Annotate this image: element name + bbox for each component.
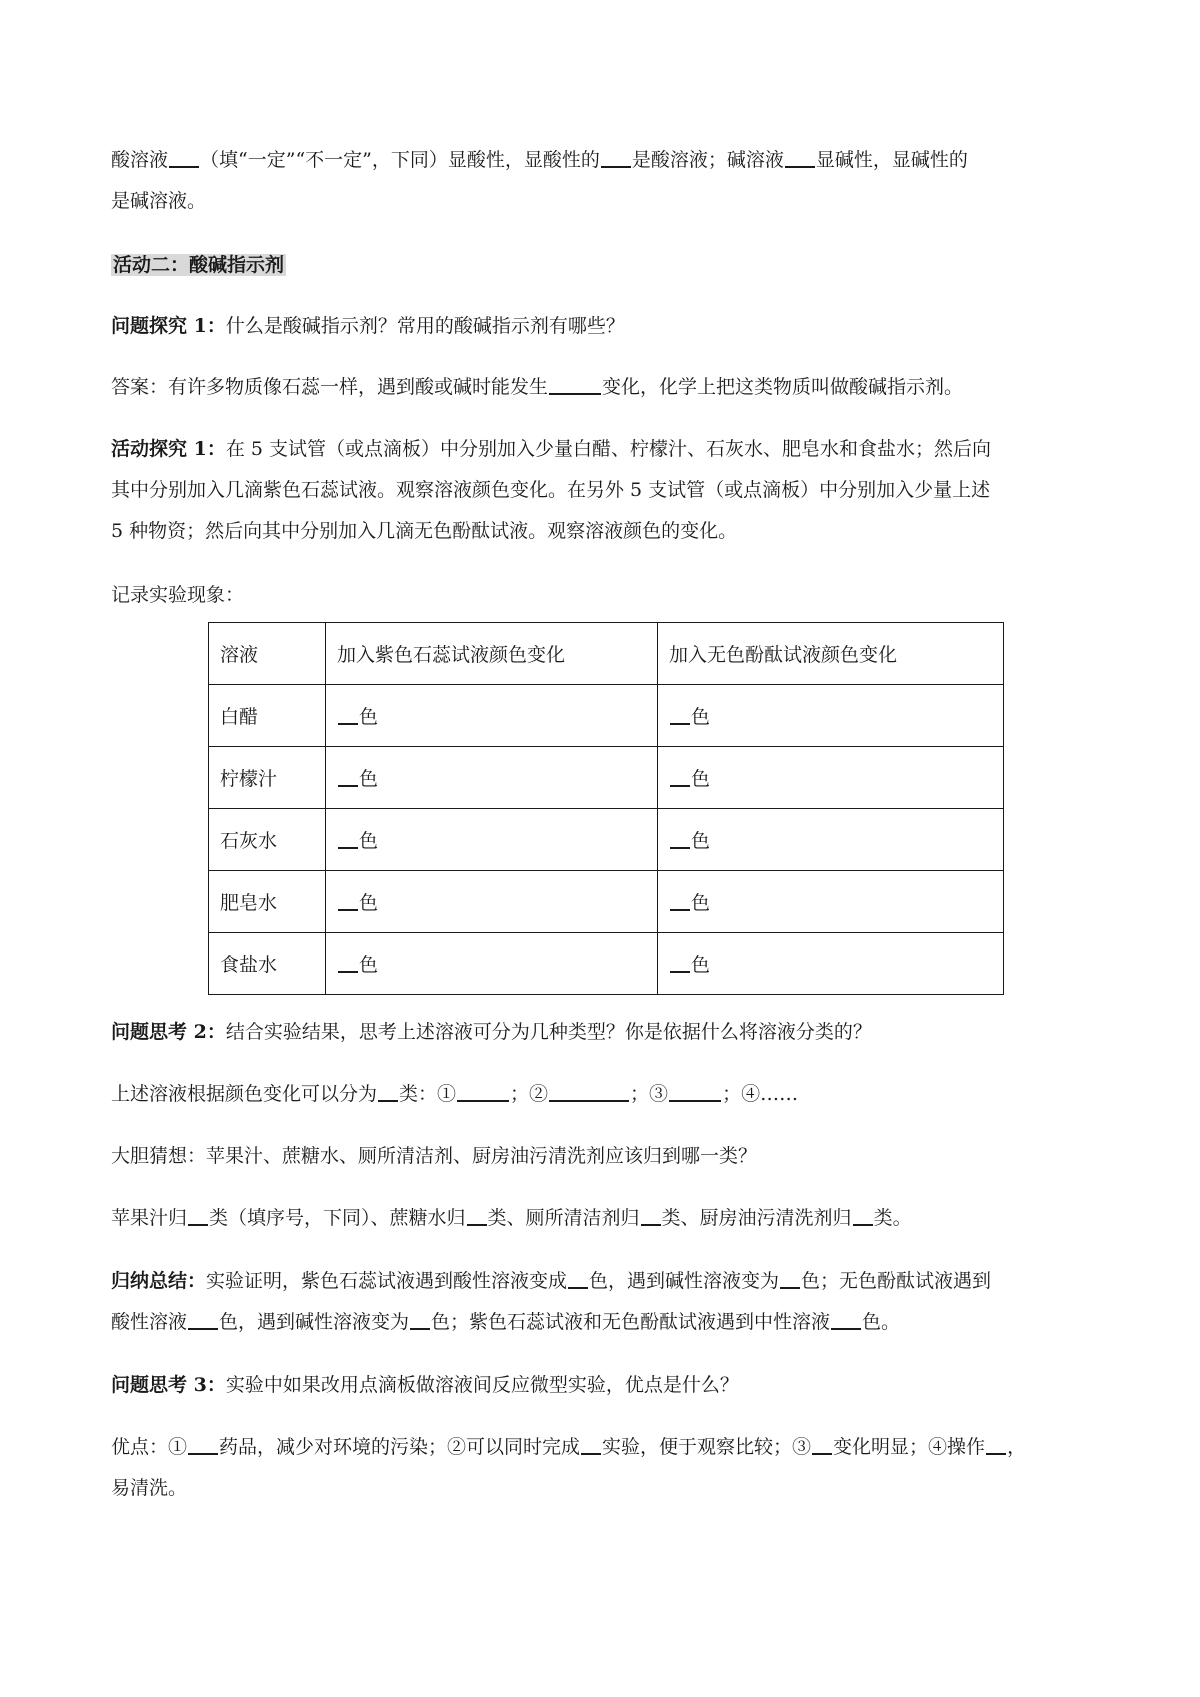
record-table xyxy=(208,622,1004,995)
text: 类、厨房油污清洗剂归 xyxy=(661,1207,852,1229)
blank xyxy=(338,891,358,911)
blank xyxy=(670,829,690,849)
blank xyxy=(670,767,690,787)
question-label: 活动探究 1： xyxy=(111,438,226,460)
blank xyxy=(670,953,690,973)
text: 类（填序号，下同）、蔗糖水归 xyxy=(209,1207,466,1229)
solution-name: 食盐水 xyxy=(209,933,326,995)
record-label xyxy=(111,581,244,609)
blank xyxy=(188,1206,208,1226)
text: 易清洗。 xyxy=(111,1477,188,1499)
intro-line-1 xyxy=(111,146,968,174)
blank xyxy=(853,1206,873,1226)
litmus-cell xyxy=(326,685,658,747)
question-2 xyxy=(111,1018,872,1046)
answer-line xyxy=(111,373,963,401)
summary-line-2 xyxy=(111,1308,900,1336)
text: 大胆猜想：苹果汁、蔗糖水、厕所清洁剂、厨房油污清洗剂应该归到哪一类？ xyxy=(111,1145,758,1167)
blank xyxy=(669,1082,721,1102)
blank xyxy=(601,148,631,168)
explore-line-1 xyxy=(111,435,991,463)
text: 色 xyxy=(359,954,379,976)
question-text: 什么是酸碱指示剂？常用的酸碱指示剂有哪些？ xyxy=(225,315,625,337)
text: 是碱溶液。 xyxy=(111,190,207,212)
litmus-cell xyxy=(326,871,658,933)
text: 答案：有许多物质像石蕊一样，遇到酸或碱时能发生 xyxy=(111,376,549,398)
text: 色 xyxy=(359,768,379,790)
phenolphthalein-cell xyxy=(658,685,1004,747)
text: 是酸溶液；碱溶液 xyxy=(631,149,784,171)
blank xyxy=(338,829,358,849)
text: 实验证明，紫色石蕊试液遇到酸性溶液变成 xyxy=(206,1270,568,1292)
activity2-heading xyxy=(111,251,286,279)
text: 实验，便于观察比较；③ xyxy=(602,1436,812,1458)
text: 色；无色酚酞试液遇到 xyxy=(801,1270,992,1292)
text: 药品，减少对环境的污染；②可以同时完成 xyxy=(219,1436,581,1458)
text: 上述溶液根据颜色变化可以分为 xyxy=(111,1083,378,1105)
guess-answer-line xyxy=(111,1204,912,1232)
text: 在 5 支试管（或点滴板）中分别加入少量白醋、柠檬汁、石灰水、肥皂水和食盐水；然后向 xyxy=(225,438,992,460)
blank xyxy=(169,148,199,168)
text: 色 xyxy=(359,892,379,914)
classify-line xyxy=(111,1080,798,1108)
text: 类。 xyxy=(873,1207,912,1229)
question-text: 实验中如果改用点滴板做溶液间反应微型实验，优点是什么？ xyxy=(225,1374,739,1396)
text: 色 xyxy=(691,892,711,914)
table-row xyxy=(209,871,1004,933)
text: 酸溶液 xyxy=(111,149,169,171)
litmus-cell xyxy=(326,933,658,995)
blank xyxy=(549,375,601,395)
text: ， xyxy=(1007,1436,1027,1458)
text: 优点：① xyxy=(111,1436,188,1458)
blank xyxy=(568,1269,588,1289)
text: ；② xyxy=(510,1083,549,1105)
text: 变化，化学上把这类物质叫做酸碱指示剂。 xyxy=(602,376,964,398)
blank xyxy=(338,953,358,973)
header-cell: 加入无色酚酞试液颜色变化 xyxy=(658,623,1004,685)
question-label: 问题思考 2： xyxy=(111,1021,226,1043)
summary-line-1 xyxy=(111,1267,991,1295)
explore-line-2 xyxy=(111,476,990,504)
question-label: 归纳总结： xyxy=(111,1270,207,1292)
text: 变化明显；④操作 xyxy=(833,1436,986,1458)
phenolphthalein-cell xyxy=(658,809,1004,871)
question-3 xyxy=(111,1371,739,1399)
explore-line-3 xyxy=(111,517,737,545)
table-row xyxy=(209,933,1004,995)
text: 色 xyxy=(691,706,711,728)
blank xyxy=(641,1206,661,1226)
text: 色 xyxy=(691,830,711,852)
text: 色，遇到碱性溶液变为 xyxy=(589,1270,780,1292)
blank xyxy=(378,1082,398,1102)
table-row xyxy=(209,809,1004,871)
advantages-line-1 xyxy=(111,1433,1026,1461)
solution-name: 白醋 xyxy=(209,685,326,747)
blank xyxy=(188,1435,218,1455)
text: 酸性溶液 xyxy=(111,1311,188,1333)
question-1 xyxy=(111,312,625,340)
text: 5 种物资；然后向其中分别加入几滴无色酚酞试液。观察溶液颜色的变化。 xyxy=(111,520,738,542)
blank xyxy=(188,1310,218,1330)
text: 色 xyxy=(359,830,379,852)
phenolphthalein-cell xyxy=(658,933,1004,995)
litmus-cell xyxy=(326,809,658,871)
blank xyxy=(670,705,690,725)
blank xyxy=(457,1082,509,1102)
text: 类：① xyxy=(399,1083,457,1105)
text: 色 xyxy=(359,706,379,728)
blank xyxy=(549,1082,629,1102)
guess-line xyxy=(111,1142,757,1170)
blank xyxy=(986,1435,1006,1455)
table-row xyxy=(209,747,1004,809)
blank xyxy=(338,767,358,787)
blank xyxy=(670,891,690,911)
header-cell: 溶液 xyxy=(209,623,326,685)
section-heading: 活动二：酸碱指示剂 xyxy=(113,254,285,276)
question-label: 问题探究 1： xyxy=(111,315,226,337)
text: 显碱性，显碱性的 xyxy=(815,149,968,171)
question-label: 问题思考 3： xyxy=(111,1374,226,1396)
header-cell: 加入紫色石蕊试液颜色变化 xyxy=(326,623,658,685)
blank xyxy=(831,1310,861,1330)
blank xyxy=(410,1310,430,1330)
text: ；③ xyxy=(630,1083,669,1105)
text: 记录实验现象： xyxy=(111,584,245,606)
blank xyxy=(785,148,815,168)
text: 色；紫色石蕊试液和无色酚酞试液遇到中性溶液 xyxy=(431,1311,831,1333)
text: 类、厕所清洁剂归 xyxy=(487,1207,640,1229)
solution-name: 柠檬汁 xyxy=(209,747,326,809)
text: 色，遇到碱性溶液变为 xyxy=(219,1311,410,1333)
advantages-line-2 xyxy=(111,1474,187,1502)
litmus-cell xyxy=(326,747,658,809)
text: 色 xyxy=(691,768,711,790)
blank xyxy=(581,1435,601,1455)
table-row xyxy=(209,685,1004,747)
solution-name: 肥皂水 xyxy=(209,871,326,933)
text: 其中分别加入几滴紫色石蕊试液。观察溶液颜色变化。在另外 5 支试管（或点滴板）中分别加入少量上述 xyxy=(111,479,991,501)
phenolphthalein-cell xyxy=(658,871,1004,933)
text: 色。 xyxy=(862,1311,901,1333)
blank xyxy=(338,705,358,725)
text: 苹果汁归 xyxy=(111,1207,188,1229)
question-text: 结合实验结果，思考上述溶液可分为几种类型？你是依据什么将溶液分类的？ xyxy=(225,1021,872,1043)
blank xyxy=(812,1435,832,1455)
text: 色 xyxy=(691,954,711,976)
blank xyxy=(467,1206,487,1226)
phenolphthalein-cell xyxy=(658,747,1004,809)
intro-line-2 xyxy=(111,187,206,215)
solution-name: 石灰水 xyxy=(209,809,326,871)
blank xyxy=(780,1269,800,1289)
text: ；④…… xyxy=(722,1083,799,1105)
text: （填“一定”“不一定”，下同）显酸性，显酸性的 xyxy=(200,149,600,171)
table-header-row xyxy=(209,623,1004,685)
